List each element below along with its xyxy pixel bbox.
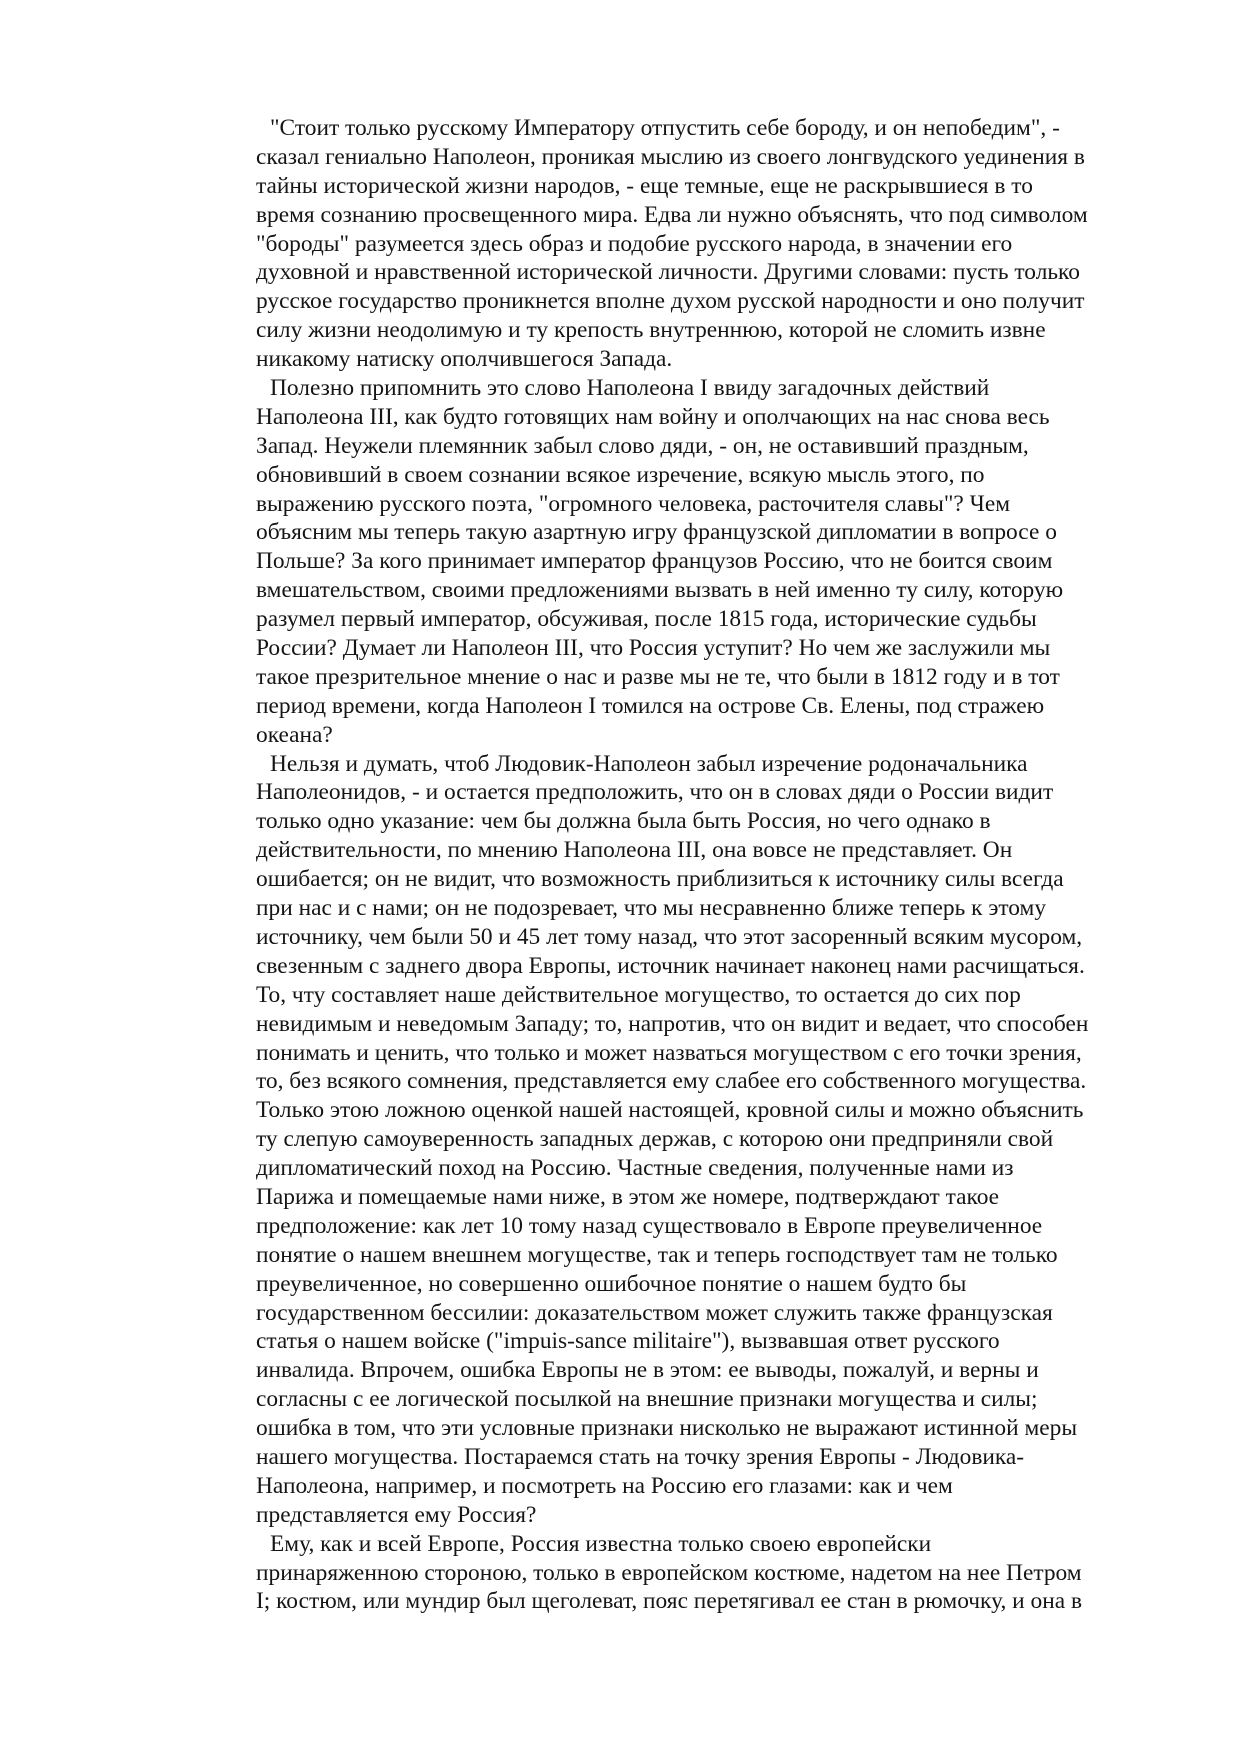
- text-line: "Стоит только русскому Императору отпустить себе бороду, и он непобедим", -: [270, 115, 1060, 141]
- text-line: понятие о нашем внешнем могуществе, так и теперь господствует там не только: [256, 1241, 1058, 1268]
- text-line: ошибается; он не видит, что возможность приблизиться к источнику силы всегда: [256, 866, 1064, 893]
- text-line: период времени, когда Наполеон I томился на острове Св. Елены, под стражею: [256, 692, 1045, 719]
- text-line: Полезно припомнить это слово Наполеона I ввиду загадочных действий: [270, 375, 990, 402]
- text-line: статья о нашем войске ("impuis-sance militaire"), вызвавшая ответ русского: [256, 1328, 1000, 1355]
- text-line: Польше? За кого принимает император французов Россию, что не боится своим: [256, 548, 1053, 575]
- text-line: государственном бессилии: доказательством может служить также французская: [256, 1299, 1053, 1326]
- text-line: вмешательством, своими предложениями вызвать в ней именно ту силу, которую: [256, 577, 1064, 604]
- text-line: понимать и ценить, что только и может назваться могуществом с его точки зрения,: [256, 1039, 1082, 1066]
- text-line: обновивший в своем сознании всякое изречение, всякую мысль этого, по: [256, 461, 985, 488]
- text-line: невидимым и неведомым Западу; то, напротив, что он видит и ведает, что способен: [256, 1010, 1089, 1037]
- text-line: ошибка в том, что эти условные признаки нисколько не выражают истинной меры: [256, 1415, 1078, 1442]
- text-line: То, чту составляет наше действительное могущество, то остается до сих пор: [256, 981, 1021, 1008]
- text-line: время сознанию просвещенного мира. Едва ли нужно объяснять, что под символом: [256, 201, 1088, 228]
- text-line: I; костюм, или мундир был щеголеват, пояс перетягивал ее стан в рюмочку, и она в: [256, 1588, 1082, 1615]
- text-line: то, без всякого сомнения, представляется ему слабее его собственного могущества.: [256, 1068, 1087, 1095]
- text-line: представляется ему Россия?: [256, 1501, 537, 1528]
- text-line: согласны с ее логической посылкой на внешние признаки могущества и силы;: [256, 1386, 1038, 1413]
- text-line: только одно указание: чем бы должна была быть Россия, но чего однако в: [256, 808, 991, 835]
- text-line: силу жизни неодолимую и ту крепость внутреннюю, которой не сломить извне: [256, 317, 1046, 344]
- text-line: дипломатический поход на Россию. Частные сведения, полученные нами из: [256, 1155, 1014, 1182]
- text-line: Парижа и помещаемые нами ниже, в этом же номере, подтверждают такое: [256, 1183, 1000, 1210]
- text-line: Запад. Неужели племянник забыл слово дяди, - он, не оставивший праздным,: [256, 432, 1029, 459]
- text-line: свезенным с заднего двора Европы, источник начинает наконец нами расчищаться.: [256, 952, 1085, 979]
- text-line: при нас и с нами; он не подозревает, что мы несравненно ближе теперь к этому: [256, 895, 1047, 922]
- text-line: Наполеонидов, - и остается предположить, что он в словах дяди о России видит: [256, 779, 1054, 806]
- text-line: инвалида. Впрочем, ошибка Европы не в этом: ее выводы, пожалуй, и верны и: [256, 1357, 1039, 1384]
- text-line: Ему, как и всей Европе, Россия известна только своею европейски: [270, 1530, 932, 1557]
- text-line: "бороды" разумеется здесь образ и подобие русского народа, в значении его: [256, 230, 1013, 257]
- text-line: принаряженною стороною, только в европейском костюме, надетом на нее Петром: [256, 1559, 1082, 1586]
- text-line: Нельзя и думать, чтоб Людовик-Наполеон забыл изречение родоначальника: [270, 750, 1028, 777]
- text-line: сказал гениально Наполеон, проникая мыслию из своего лонгвудского уединения в: [256, 143, 1085, 170]
- text-line: преувеличенное, но совершенно ошибочное понятие о нашем будто бы: [256, 1270, 967, 1297]
- text-line: России? Думает ли Наполеон III, что Россия уступит? Но чем же заслужили мы: [256, 635, 1051, 662]
- text-line: источнику, чем были 50 и 45 лет тому назад, что этот засоренный всяким мусором,: [256, 923, 1083, 950]
- text-line: выражению русского поэта, "огромного человека, расточителя славы"? Чем: [256, 490, 1011, 517]
- text-line: объясним мы теперь такую азартную игру французской дипломатии в вопросе о: [256, 519, 1057, 546]
- text-line: никакому натиску ополчившегося Запада.: [256, 346, 673, 373]
- text-line: Только этою ложною оценкой нашей настоящей, кровной силы и можно объяснить: [256, 1097, 1084, 1124]
- text-line: нашего могущества. Постараемся стать на точку зрения Европы - Людовика-: [256, 1443, 1025, 1470]
- text-line: Наполеона, например, и посмотреть на Россию его глазами: как и чем: [256, 1472, 953, 1499]
- text-line: русское государство проникнется вполне духом русской народности и оно получит: [256, 288, 1085, 315]
- text-line: ту слепую самоуверенность западных держав, с которою они предприняли свой: [256, 1126, 1054, 1153]
- document-body-text: [256, 114, 1156, 1616]
- text-line: действительности, по мнению Наполеона III, она вовсе не представляет. Он: [256, 837, 1013, 864]
- text-line: такое презрительное мнение о нас и разве мы не те, что были в 1812 году и в тот: [256, 663, 1060, 690]
- text-line: предположение: как лет 10 тому назад существовало в Европе преувеличенное: [256, 1212, 1043, 1239]
- text-line: духовной и нравственной исторической личности. Другими словами: пусть только: [256, 259, 1080, 286]
- text-line: океана?: [256, 721, 333, 748]
- text-line: тайны исторической жизни народов, - еще темные, еще не раскрывшиеся в то: [256, 172, 1033, 199]
- text-line: разумел первый император, обсуживая, после 1815 года, исторические судьбы: [256, 606, 1037, 633]
- text-line: Наполеона III, как будто готовящих нам войну и ополчающих на нас снова весь: [256, 403, 1050, 430]
